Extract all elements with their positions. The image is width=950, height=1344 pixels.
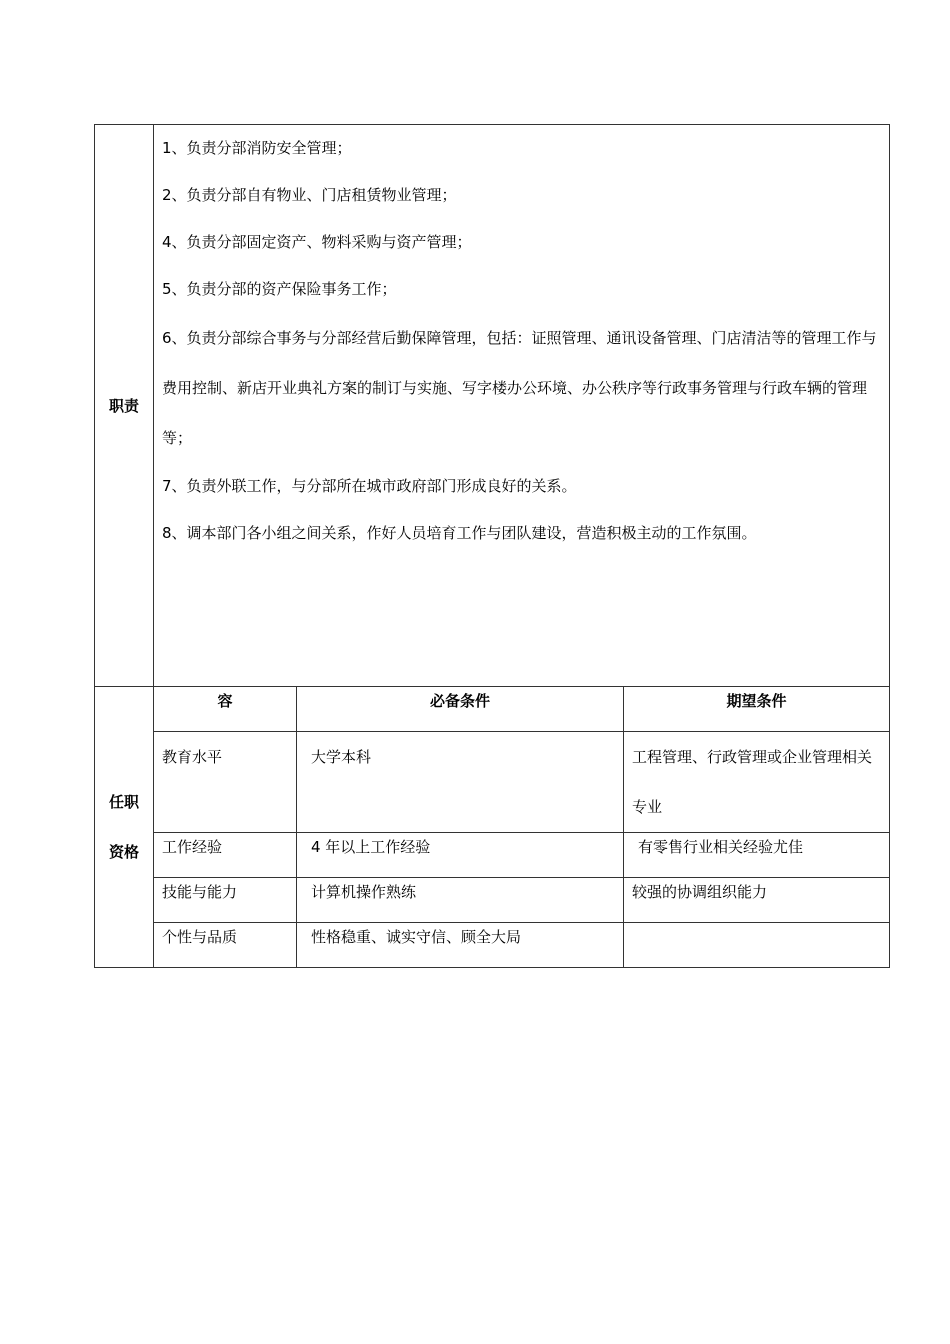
table-row (154, 878, 889, 923)
table-row (154, 923, 889, 968)
duty-item: 5、负责分部的资产保险事务工作； (162, 280, 397, 298)
row-item: 教育水平 (154, 732, 297, 833)
qualifications-header-row (154, 687, 889, 732)
table-row (154, 833, 889, 878)
duty-item: 6、负责分部综合事务与分部经营后勤保障管理，包括：证照管理、通讯设备管理、门店清洁等的管理工作与费用控制、新店开业典礼方案的制订与实施、写字楼办公环境、办公秩序等行政事务管理与行政车辆的管理等； (162, 329, 877, 447)
row-item: 个性与品质 (154, 923, 297, 968)
row-desired: 较强的协调组织能力 (624, 878, 890, 923)
row-required: 计算机操作熟练 (297, 878, 624, 923)
table-row (154, 732, 889, 833)
row-item: 工作经验 (154, 833, 297, 878)
row-required: 大学本科 (297, 732, 624, 833)
duties-list (154, 125, 890, 687)
qualifications-label-line2: 资格 (108, 843, 139, 861)
duty-item: 2、负责分部自有物业、门店租赁物业管理； (162, 186, 457, 204)
row-desired (624, 923, 890, 968)
duty-item: 1、负责分部消防安全管理； (162, 139, 352, 157)
qualifications-table (154, 687, 889, 967)
qualifications-row (95, 687, 890, 968)
qualifications-label-line1: 任职 (108, 793, 139, 811)
header-desired: 期望条件 (624, 687, 890, 732)
duty-item: 8、调本部门各小组之间关系，作好人员培育工作与团队建设，营造积极主动的工作氛围。 (162, 524, 757, 542)
row-desired: 工程管理、行政管理或企业管理相关专业 (624, 732, 890, 833)
duties-row (95, 125, 890, 687)
job-description-table (94, 124, 890, 968)
duty-item: 7、负责外联工作，与分部所在城市政府部门形成良好的关系。 (162, 477, 577, 495)
qualifications-cell (154, 687, 890, 968)
header-item: 容 (154, 687, 297, 732)
duties-label: 职责 (95, 125, 154, 687)
header-required: 必备条件 (297, 687, 624, 732)
row-item: 技能与能力 (154, 878, 297, 923)
row-required: 4 年以上工作经验 (297, 833, 624, 878)
row-required: 性格稳重、诚实守信、顾全大局 (297, 923, 624, 968)
qualifications-label (95, 687, 154, 968)
row-desired: 有零售行业相关经验尤佳 (624, 833, 890, 878)
duty-item: 4、负责分部固定资产、物料采购与资产管理； (162, 233, 472, 251)
